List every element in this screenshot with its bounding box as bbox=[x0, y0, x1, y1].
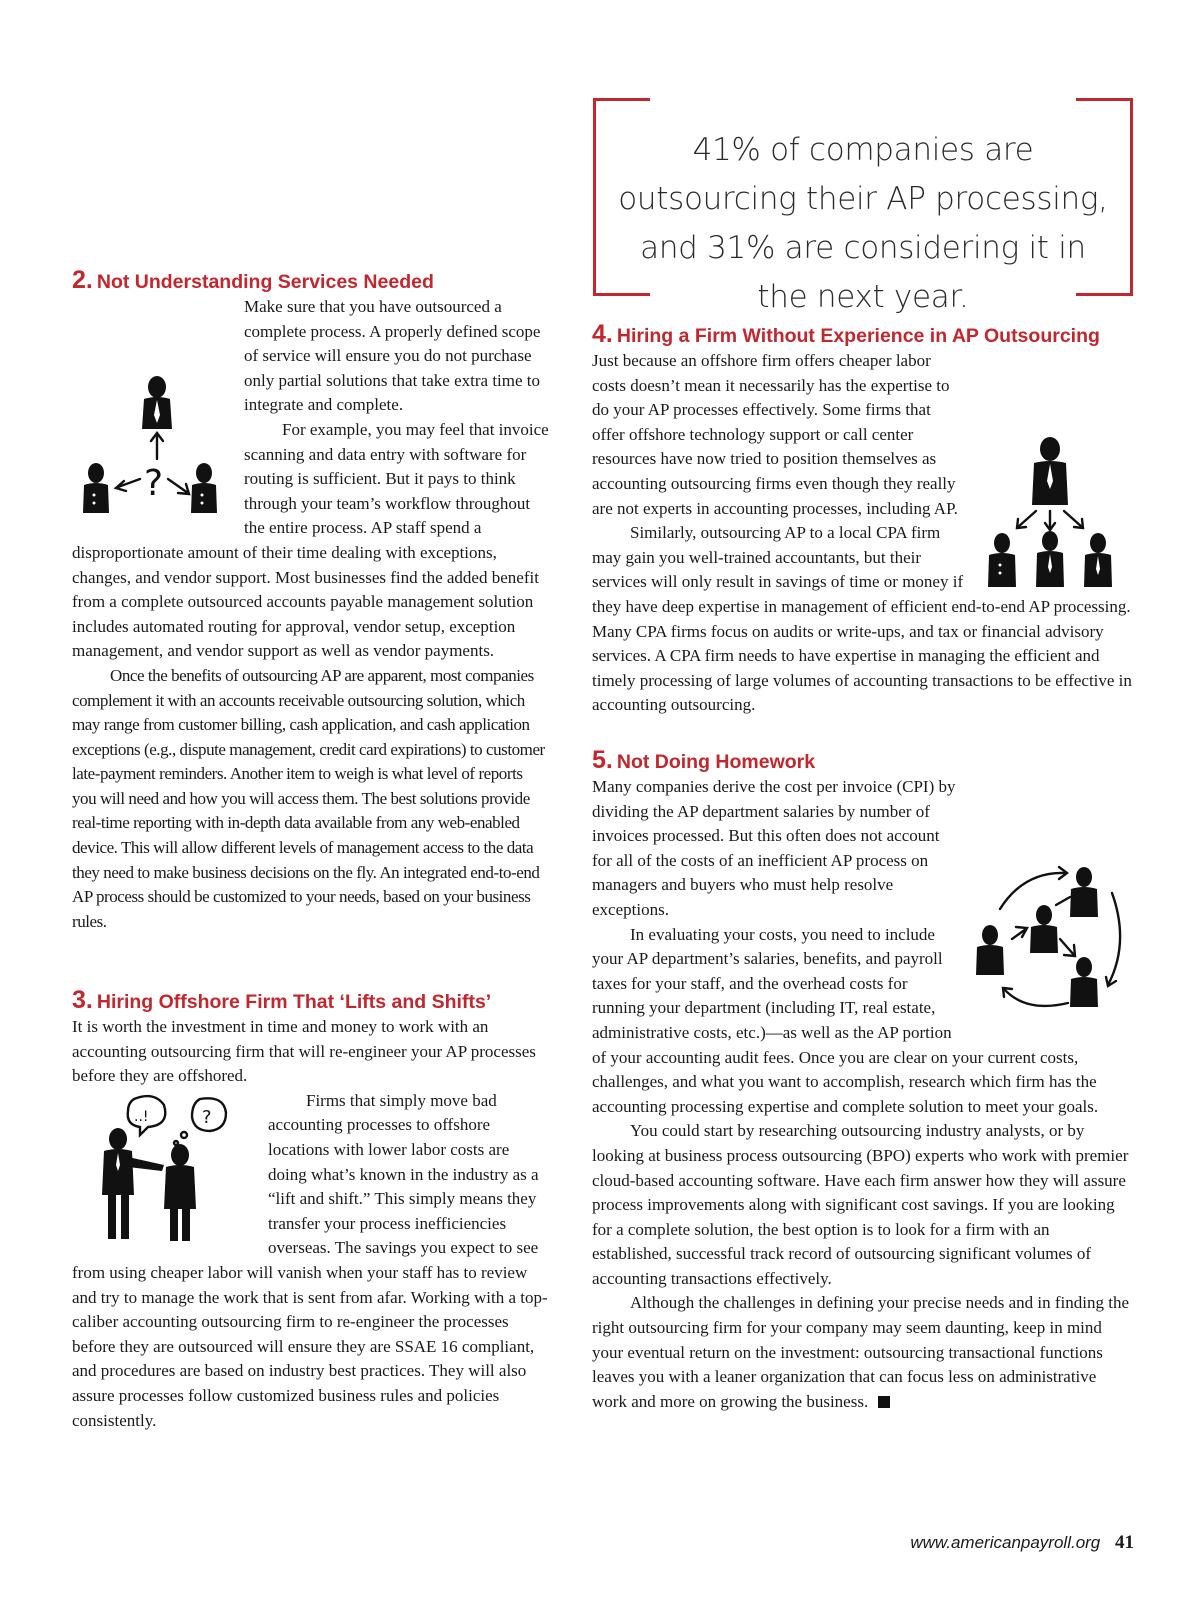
section-3-paragraph-2: Firms that simply move bad accounting processes to offshore locations with lower labor costs are doing what’s known in the industry as a “lift and shift.” This simply means they transfer your process inefficiencies overseas. The savings you expect to see from using cheaper labor will vanish when your staff has to review and try to manage the work that is sent from afar. Working with a top-caliber accounting outsourcing firm to re-engineer the processes before they are outsourced will ensure they are SSAE 16 compliant, and procedures are based on industry best practices. They will also assure processes follow customized business rules and policies consistently. bbox=[72, 1090, 548, 1430]
section-4-paragraph-1: Just because an offshore firm offers cheaper labor costs doesn’t mean it necessarily has the expertise to do your AP processes effectively. Some firms that offer offshore technology support or call center resources have now tried to position themselves as accounting outsourcing firms even though they really are not experts in accounting processes, including AP. bbox=[592, 351, 958, 518]
section-5-paragraph-3: You could start by researching outsourcing industry analysts, or by looking at business process outsourcing (BPO) experts who work with premier cloud-based accounting software. Have each firm answer how they will assure process improvements along with significant cost savings. If you are looking for a complete solution, the best option is to look for a firm with an established, successful track record of outsourcing significant volumes of accounting transactions effectively. bbox=[592, 1121, 1129, 1288]
svg-text:?: ? bbox=[144, 463, 164, 504]
people-talking-icon bbox=[72, 1091, 252, 1247]
section-5 bbox=[592, 748, 1132, 1414]
section-3 bbox=[72, 988, 550, 1433]
illustration-lift-shift bbox=[72, 1091, 268, 1247]
section-2-paragraph-1: Make sure that you have outsourced a complete process. A properly defined scope of service will ensure you do not purchase only partial solutions that take extra time to integrate and complete. bbox=[244, 297, 541, 415]
people-network-icon bbox=[960, 853, 1126, 1019]
section-4-heading: 4. Hiring a Firm Without Experience in AP Outsourcing bbox=[592, 320, 1100, 348]
page-footer bbox=[910, 1532, 1134, 1554]
team-hierarchy-icon bbox=[966, 431, 1132, 591]
section-2-paragraph-2: For example, you may feel that invoice scanning and data entry with software for routing is sufficient. But it pays to think through your team’s workflow throughout the entire process. AP staff spend a disproportionate amount of their time dealing with exceptions, changes, and vendor support. Most businesses find the added benefit from a complete outsourced accounts payable management solution includes automated routing for approval, vendor setup, exception management, and vendor support as well as vendor payments. bbox=[72, 419, 549, 661]
people-question-icon bbox=[72, 367, 240, 527]
footer-url: www.americanpayroll.org bbox=[910, 1533, 1101, 1552]
section-2-heading: 2. Not Understanding Services Needed bbox=[72, 266, 434, 294]
section-4 bbox=[592, 322, 1132, 718]
illustration-hierarchy bbox=[966, 431, 1132, 591]
section-3-paragraph-1: It is worth the investment in time and money to work with an accounting outsourcing firm that will re-engineer your AP processes before they are offshored. bbox=[72, 1017, 536, 1086]
page-number: 41 bbox=[1115, 1532, 1134, 1553]
section-5-heading: 5. Not Doing Homework bbox=[592, 746, 816, 774]
svg-text:?: ? bbox=[202, 1106, 212, 1128]
end-mark-icon bbox=[878, 1396, 890, 1408]
section-2-paragraph-3: Once the benefits of outsourcing AP are apparent, most companies complement it with an accounts receivable outsourcing solution, which may range from customer billing, cash application, and cash application exceptions (e.g., dispute management, credit card expirations) to customer late-payment reminders. Another item to weigh is what level of reports you will need and how you will access them. The best solutions provide real-time reporting with in-depth data available from any web-enabled device. This will allow different levels of management access to the data they need to make business decisions on the fly. An integrated end-to-end AP process should be customized to your needs, based on your business rules. bbox=[72, 665, 545, 931]
section-5-paragraph-2: In evaluating your costs, you need to include your AP department’s salaries, benefits, and payroll taxes for your staff, and the overhead costs for running your department (including IT, real estate, administrative costs, etc.)—as well as the AP portion of your accounting audit fees. Once you are clear on your current costs, challenges, and what you want to accomplish, research which firm has the accounting processing expertise and complete solution to meet your goals. bbox=[592, 924, 1099, 1116]
illustration-routing bbox=[72, 367, 244, 527]
illustration-network bbox=[960, 853, 1132, 1021]
pull-quote-text: 41% of companies are outsourcing their AP processing, and 31% are considering it in the next year. bbox=[618, 132, 1108, 315]
pull-quote bbox=[593, 98, 1133, 315]
section-2 bbox=[72, 268, 550, 934]
svg-text:..!: ..! bbox=[134, 1108, 149, 1125]
section-5-paragraph-4: Although the challenges in defining your precise needs and in finding the right outsourcing firm for your company may seem daunting, keep in mind your eventual return on the investment: outsourcing transactional functions leaves you with a leaner organization that can focus less on administrative work and more on growing the business. bbox=[592, 1293, 1130, 1411]
section-5-paragraph-1: Many companies derive the cost per invoice (CPI) by dividing the AP department salaries by number of invoices processed. But this often does not account for all of the costs of an inefficient AP process on managers and buyers who must help resolve exceptions. bbox=[592, 777, 956, 919]
section-3-heading: 3. Hiring Offshore Firm That ‘Lifts and Shifts’ bbox=[72, 986, 492, 1014]
section-4-paragraph-2: Similarly, outsourcing AP to a local CPA firm may gain you well-trained accountants, but their services will only result in savings of time or money if they have deep expertise in management of efficient end-to-end AP processing. Many CPA firms focus on audits or write-ups, and tax or financial advisory services. A CPA firm needs to have expertise in managing the efficient and timely processing of large volumes of accounting transactions to be effective in accounting outsourcing. bbox=[592, 523, 1132, 715]
